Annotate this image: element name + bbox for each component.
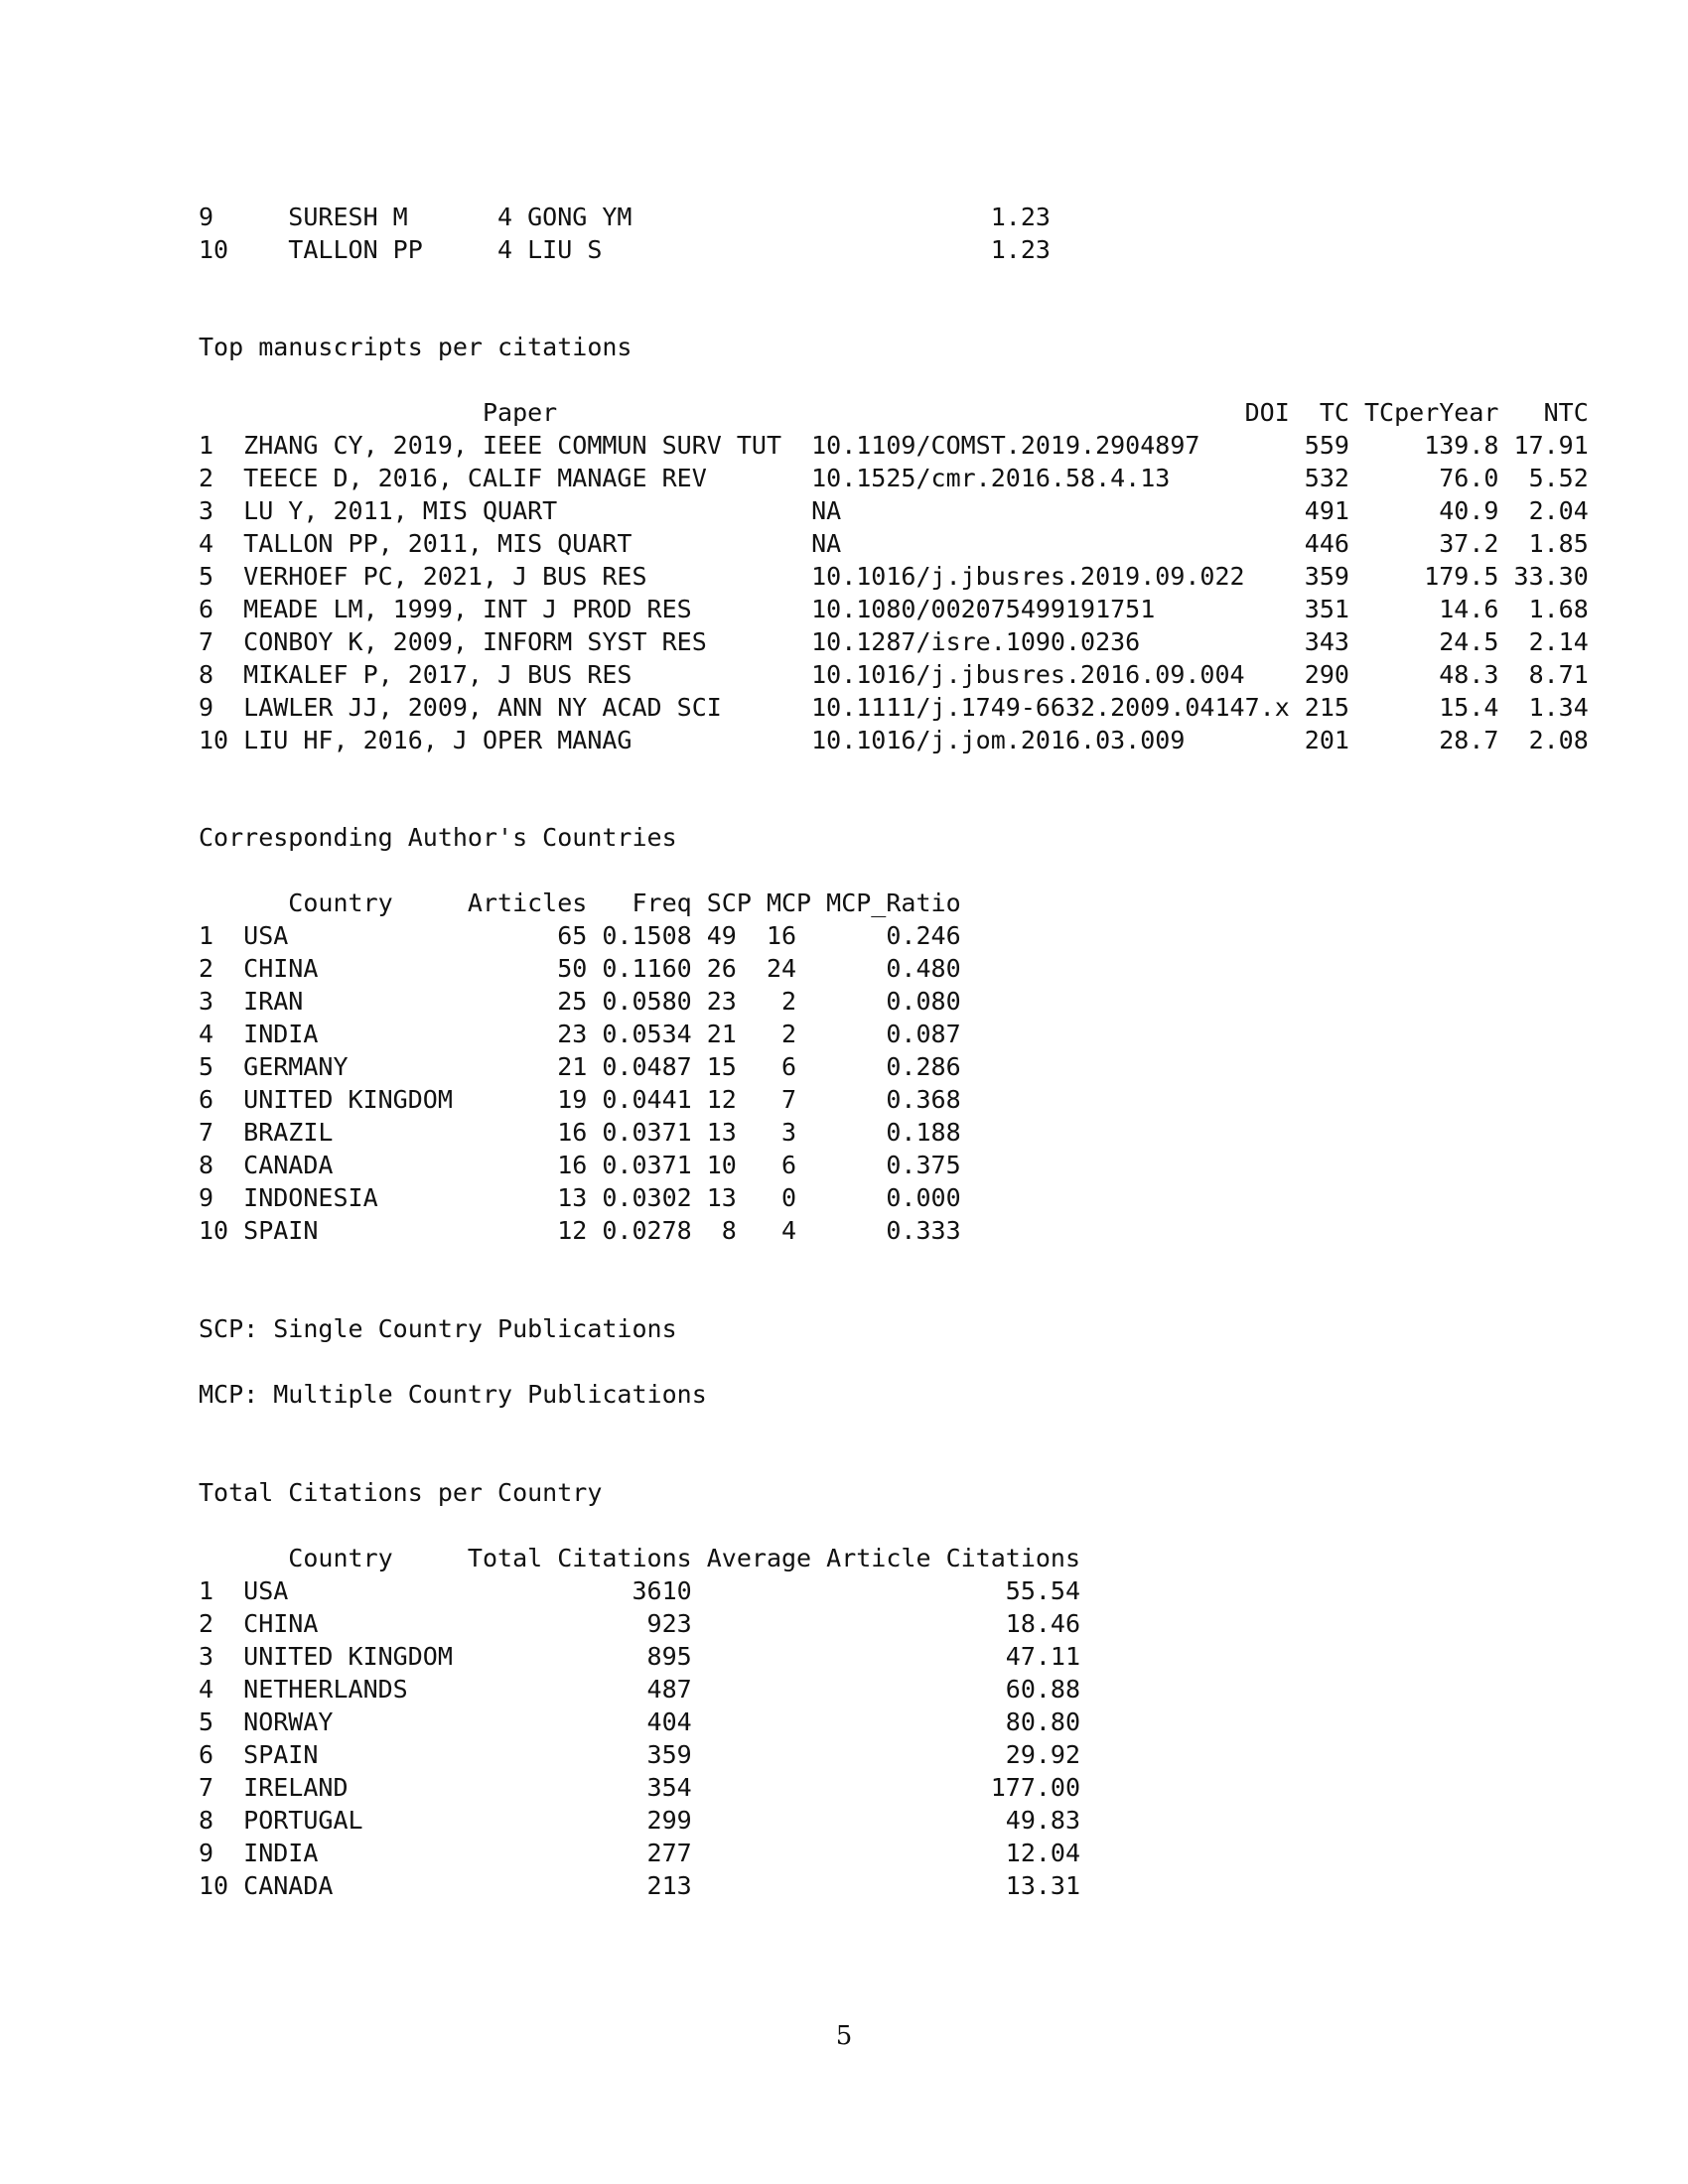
table-row: 10 SPAIN 12 0.0278 8 4 0.333 xyxy=(199,1216,961,1245)
table-row: 7 BRAZIL 16 0.0371 13 3 0.188 xyxy=(199,1118,961,1147)
table-row: 8 CANADA 16 0.0371 10 6 0.375 xyxy=(199,1151,961,1179)
table-row: 10 CANADA 213 13.31 xyxy=(199,1871,1081,1900)
scp-note: SCP: Single Country Publications xyxy=(199,1314,677,1343)
table-row: 3 IRAN 25 0.0580 23 2 0.080 xyxy=(199,987,961,1016)
citations-heading: Total Citations per Country xyxy=(199,1478,603,1507)
table-row: 7 IRELAND 354 177.00 xyxy=(199,1773,1081,1802)
table-row: 9 INDONESIA 13 0.0302 13 0 0.000 xyxy=(199,1183,961,1212)
table-row: 9 SURESH M 4 GONG YM 1.23 xyxy=(199,203,1051,231)
table-row: 10 TALLON PP 4 LIU S 1.23 xyxy=(199,235,1051,264)
countries-heading: Corresponding Author's Countries xyxy=(199,823,677,852)
table-row: 8 MIKALEF P, 2017, J BUS RES 10.1016/j.jbusres.2016.09.004 290 48.3 8.71 xyxy=(199,660,1589,689)
table-row: 10 LIU HF, 2016, J OPER MANAG 10.1016/j.jom.2016.03.009 201 28.7 2.08 xyxy=(199,726,1589,754)
page-number: 5 xyxy=(835,2021,853,2051)
table-row: 6 SPAIN 359 29.92 xyxy=(199,1740,1081,1769)
table-row: 2 CHINA 923 18.46 xyxy=(199,1609,1081,1638)
table-row: 3 UNITED KINGDOM 895 47.11 xyxy=(199,1642,1081,1671)
table-header: Country Total Citations Average Article Citations xyxy=(199,1544,1081,1572)
manuscripts-heading: Top manuscripts per citations xyxy=(199,333,633,361)
citations-table xyxy=(199,1542,1080,1902)
table-header: Country Articles Freq SCP MCP MCP_Ratio xyxy=(199,888,961,917)
table-row: 1 USA 3610 55.54 xyxy=(199,1576,1081,1605)
table-row: 6 MEADE LM, 1999, INT J PROD RES 10.1080/002075499191751 351 14.6 1.68 xyxy=(199,595,1589,623)
table-row: 5 GERMANY 21 0.0487 15 6 0.286 xyxy=(199,1052,961,1081)
table-row: 4 NETHERLANDS 487 60.88 xyxy=(199,1675,1081,1704)
table-row: 4 INDIA 23 0.0534 21 2 0.087 xyxy=(199,1020,961,1048)
table-row: 7 CONBOY K, 2009, INFORM SYST RES 10.1287/isre.1090.0236 343 24.5 2.14 xyxy=(199,627,1589,656)
top-authors-tail-table xyxy=(199,201,1051,266)
table-header: Paper DOI TC TCperYear NTC xyxy=(199,398,1589,427)
table-row: 1 USA 65 0.1508 49 16 0.246 xyxy=(199,921,961,950)
table-row: 3 LU Y, 2011, MIS QUART NA 491 40.9 2.04 xyxy=(199,496,1589,525)
mcp-note: MCP: Multiple Country Publications xyxy=(199,1380,707,1409)
table-row: 2 TEECE D, 2016, CALIF MANAGE REV 10.1525/cmr.2016.58.4.13 532 76.0 5.52 xyxy=(199,464,1589,492)
table-row: 5 NORWAY 404 80.80 xyxy=(199,1707,1081,1736)
table-row: 1 ZHANG CY, 2019, IEEE COMMUN SURV TUT 10.1109/COMST.2019.2904897 559 139.8 17.91 xyxy=(199,431,1589,460)
table-row: 8 PORTUGAL 299 49.83 xyxy=(199,1806,1081,1835)
table-row: 6 UNITED KINGDOM 19 0.0441 12 7 0.368 xyxy=(199,1085,961,1114)
table-row: 5 VERHOEF PC, 2021, J BUS RES 10.1016/j.jbusres.2019.09.022 359 179.5 33.30 xyxy=(199,562,1589,591)
table-row: 4 TALLON PP, 2011, MIS QUART NA 446 37.2 1.85 xyxy=(199,529,1589,558)
table-row: 9 LAWLER JJ, 2009, ANN NY ACAD SCI 10.1111/j.1749-6632.2009.04147.x 215 15.4 1.34 xyxy=(199,693,1589,722)
table-row: 2 CHINA 50 0.1160 26 24 0.480 xyxy=(199,954,961,983)
table-row: 9 INDIA 277 12.04 xyxy=(199,1839,1081,1867)
manuscripts-table xyxy=(199,396,1589,756)
countries-table xyxy=(199,887,961,1247)
